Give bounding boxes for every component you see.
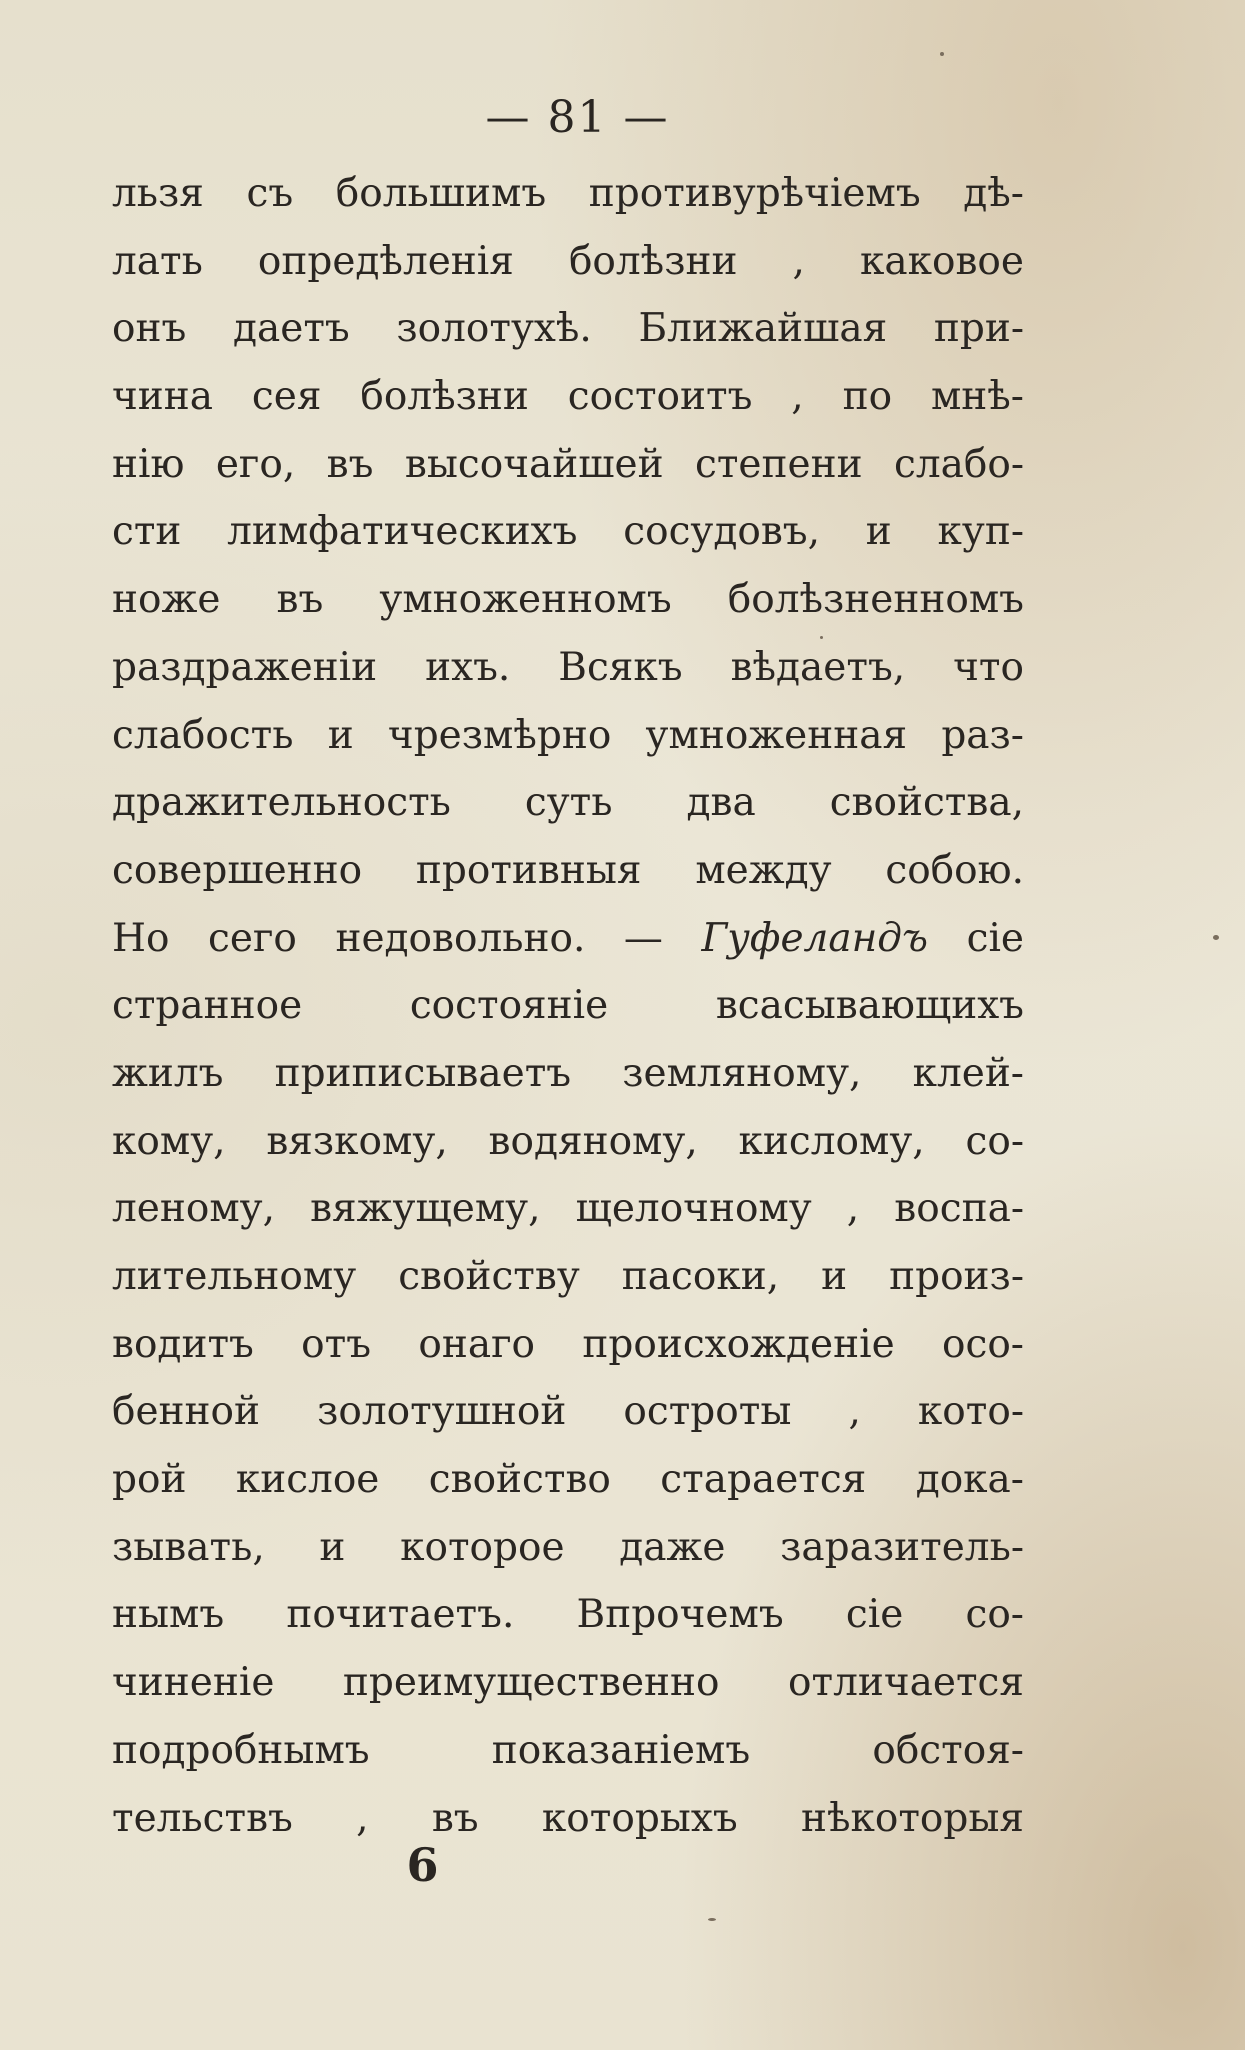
text-line: зывать, и которое даже заразитель- (112, 1524, 1024, 1570)
author-name: Гуфеландъ (701, 915, 929, 961)
text-line: нымъ почитаетъ. Впрочемъ сіе со- (112, 1592, 1024, 1638)
text-line: сти лимфатическихъ сосудовъ, и куп- (112, 509, 1024, 555)
signature-mark: 6 (406, 1838, 439, 1892)
text-line: совершенно противныя между собою. (112, 847, 1024, 893)
text-line: жилъ приписываетъ земляному, клей- (112, 1050, 1024, 1096)
text-line: подробнымъ показаніемъ обстоя- (112, 1727, 1024, 1773)
text-line: бенной золотушной остроты , кото- (112, 1389, 1024, 1435)
text-line: чина сея болѣзни состоитъ , по мнѣ- (112, 374, 1024, 420)
text-line: водитъ отъ онаго происхожденіе осо- (112, 1321, 1024, 1367)
text-line: раздраженіи ихъ. Всякъ вѣдаетъ, что (112, 644, 1024, 690)
text-line: чиненіе преимущественно отличается (112, 1660, 1024, 1706)
text-line: нію его, въ высочайшей степени слабо- (112, 441, 1024, 487)
text-line: леному, вяжущему, щелочному , воспа- (112, 1186, 1024, 1232)
paper-speck (1213, 935, 1219, 940)
text-line: льзя съ большимъ противурѣчіемъ дѣ- (112, 171, 1024, 216)
text-line: тельствъ , въ которыхъ нѣкоторыя (112, 1795, 1024, 1841)
text-line: рой кислое свойство старается дока- (112, 1457, 1024, 1503)
paper-speck (820, 636, 823, 639)
text-line (112, 905, 1024, 973)
paper-speck (940, 52, 944, 56)
text-line: онъ даетъ золотухѣ. Ближайшая при- (112, 306, 1024, 352)
text-line: слабость и чрезмѣрно умноженная раз- (112, 712, 1024, 758)
text-line: ноже въ умноженномъ болѣзненномъ (112, 577, 1024, 623)
text-line: странное состояніе всасывающихъ (112, 983, 1024, 1029)
paper-speck (708, 1918, 716, 1921)
text-line: лать опредѣленія болѣзни , каковое (112, 238, 1024, 284)
text-line: лительному свойству пасоки, и произ- (112, 1254, 1024, 1299)
body-text (112, 160, 1024, 1852)
text-line: дражительность суть два свойства, (112, 780, 1024, 826)
text-line: кому, вязкому, водяному, кислому, со- (112, 1118, 1024, 1164)
page-number: — 81 — (485, 92, 670, 143)
text-line-end: сіе (928, 915, 1024, 961)
text-line-start: Но сего недовольно. — (112, 915, 702, 961)
